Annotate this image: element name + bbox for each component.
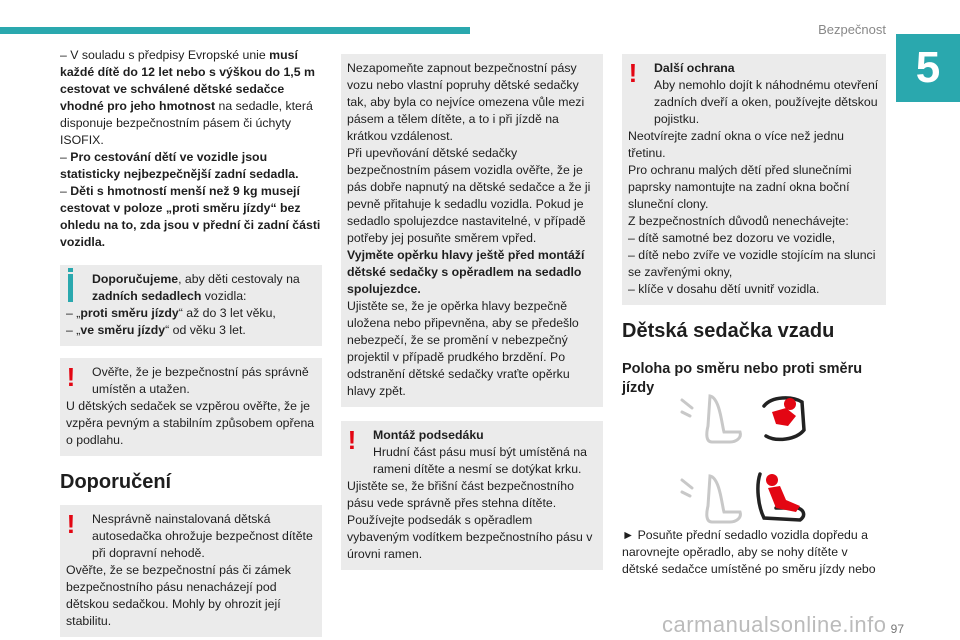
column-2 (341, 54, 603, 570)
list-item: – dítě nebo zvíře ve vozidle stojícím na slunci se zavřenými okny, (628, 248, 876, 279)
column-3 (622, 54, 886, 398)
list-item: – klíče v dosahu dětí uvnitř vozidla. (628, 282, 820, 296)
warning-icon: ! (628, 58, 638, 88)
watermark: carmanualsonline.info (662, 612, 887, 637)
paragraph: – Děti s hmotností menší než 9 kg musejí cestovat v poloze „proti směru jízdy“ bez ohledu na to, zda jsou v přední či zadní části vozidla. (60, 184, 321, 249)
section-heading: Doporučení (60, 471, 172, 493)
note-box: Nezapomeňte zapnout bezpečnostní pásy vozu nebo vlastní popruhy dětské sedačky tak, aby byla co nejvíce omezena vůle mezi pásem a tělem dítěte, a to i při jízdě na krátkou vzdálenost. Při upevňování dětské sedačky bezpečnostním pásem vozidla ověřte, že je pás dobře napnutý na dětské sedačce a že ji pevně přitahuje k sedadlu vozidla. Pokud je sedadlo spolujezdce nastavitelné, v případě potřeby jej posuňte směrem vpřed. Vyjměte opěrku hlavy ještě před montáží dětské sedačky s opěradlem na sedadlo spolujezdce. Ujistěte se, že je opěrka hlavy bezpečně uložena nebo připevněna, aby se předešlo nebezpečí, že se promění v nebezpečný projektil v případě prudkého brzdění. Po odstranění dětské sedačky vraťte opěrku hlavy zpět. (341, 54, 603, 407)
rear-facing-seat-illustration (676, 386, 826, 448)
info-box: Doporučujeme, aby děti cestovaly na zadních sedadlech vozidla: – „proti směru jízdy“ až do 3 let věku, – „ve směru jízdy“ od věku 3 let. (60, 265, 322, 346)
page-number: 97 (890, 622, 904, 636)
warning-box: ! Montáž podsedáku Hrudní část pásu musí být umístěná na rameni dítěte a nesmí se dotýkat krku. Ujistěte se, že břišní část bezpečnostního pásu vede správně přes stehna dítěte. Používejte podsedák s opěradlem vybaveným vodítkem bezpečnostního pásu v úrovni ramen. (341, 421, 603, 570)
section-heading: Dětská sedačka vzadu (622, 320, 835, 342)
list-item: – „proti směru jízdy“ až do 3 let věku, (66, 306, 276, 320)
list-item: – „ve směru jízdy“ od věku 3 let. (66, 323, 246, 337)
chapter-number: 5 (896, 34, 960, 102)
warning-box: ! Ověřte, že je bezpečnostní pás správně umístěn a utažen. U dětských sedaček se vzpěrou ověřte, že je vzpěra pevným a stabilním způsobem opřena o podlahu. (60, 358, 322, 456)
info-icon (68, 274, 73, 302)
warning-box: ! Nesprávně nainstalovaná dětská autosedačka ohrožuje bezpečnost dítěte při dopravní nehodě. Ověřte, že se bezpečnostní pás či zámek bezpečnostního pásu nenacházejí pod dětskou sedačkou. Mohly by ohrozit její stabilitu. (60, 505, 322, 637)
instruction-step: ► Posuňte přední sedadlo vozidla dopředu a narovnejte opěradlo, aby se nohy dítěte v dětské sedačce umístěné po směru jízdy nebo (622, 528, 876, 576)
forward-facing-seat-illustration (676, 466, 826, 528)
section-title: Bezpečnost (818, 22, 886, 37)
paragraph: – V souladu s předpisy Evropské unie musí každé dítě do 12 let nebo s výškou do 1,5 m cestovat ve schválené dětské sedačce vhodné pro jeho hmotnost na sedadle, která disponuje bezpečnostním pásem či úchyty ISOFIX. (60, 48, 315, 147)
warning-box: ! Další ochrana Aby nemohlo dojít k náhodnému otevření zadních dveří a oken, používejte dětskou pojistku. Neotvírejte zadní okna o více než jednu třetinu. Pro ochranu malých dětí před slunečními paprsky namontujte na zadní okna boční sluneční clony. Z bezpečnostních důvodů nenechávejte: – dítě samotné bez dozoru ve vozidle, – dítě nebo zvíře ve vozidle stojícím na slunci se zavřenými okny, – klíče v dosahu dětí uvnitř vozidla. (622, 54, 886, 305)
warning-icon: ! (347, 425, 357, 455)
header-accent-bar (0, 27, 470, 34)
subsection-heading: Poloha po směru nebo proti směru jízdy (622, 361, 863, 396)
paragraph: – Pro cestování dětí ve vozidle jsou statisticky nejbezpečnější zadní sedadla. (60, 150, 299, 181)
warning-icon: ! (66, 509, 76, 539)
list-item: – dítě samotné bez dozoru ve vozidle, (628, 231, 836, 245)
warning-icon: ! (66, 362, 76, 392)
column-1 (60, 47, 322, 637)
